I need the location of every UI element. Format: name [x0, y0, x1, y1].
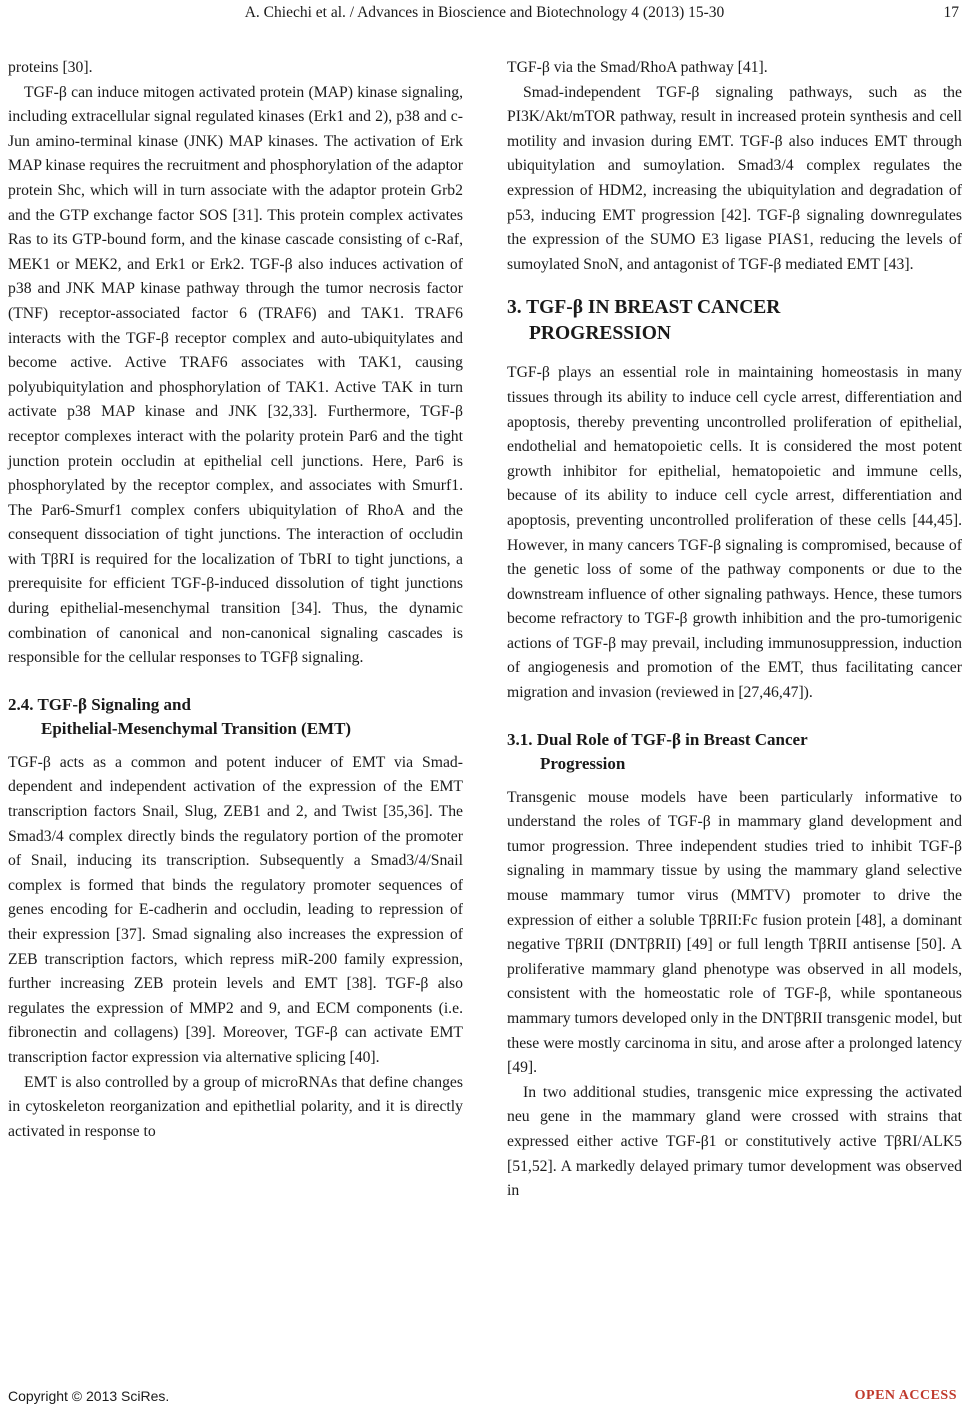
paragraph: In two additional studies, transgenic mice expressing the activated neu gene in the mammary gland were crossed with strains that expressed either active TGF-β1 or constitutively active TβRI/ALK5 [51,52]. A markedly delayed primary tumor development was observed in: [507, 1083, 962, 1200]
paragraph: EMT is also controlled by a group of microRNAs that define changes in cytoskeleton reorganization and epithetlial polarity, and it is directly activated in response to: [8, 1073, 463, 1140]
section-heading-2-4: [8, 693, 463, 741]
page-footer: [0, 1388, 969, 1412]
heading-line: 3.1. Dual Role of TGF-β in Breast Cancer: [507, 729, 808, 749]
section-heading-3: [507, 295, 962, 347]
running-title: A. Chiechi et al. / Advances in Bioscience and Biotechnology 4 (2013) 15-30: [244, 4, 725, 21]
paragraph: Smad-independent TGF-β signaling pathways, such as the PI3K/Akt/mTOR pathway, result in increased protein synthesis and cell motility and invasion during EMT. TGF-β also induces EMT through ubiquitylation and sumoylation. Smad3/4 complex regulates the expression of HDM2, increasing the ubiquitylation and degradation of p53, inducing EMT progression [42]. TGF-β signaling downregulates the expression of the SUMO E3 ligase PIAS1, reducing the levels of sumoylated SnoN, and antagonist of TGF-β mediated EMT [43].: [507, 83, 962, 273]
section-heading-3-1: [507, 728, 962, 776]
paragraph: proteins [30].: [8, 59, 93, 76]
paragraph: TGF-β via the Smad/RhoA pathway [41].: [507, 59, 768, 76]
running-header: [0, 0, 969, 30]
heading-line: Progression: [540, 753, 626, 773]
left-column: [8, 56, 463, 1144]
page-number: 17: [943, 4, 959, 21]
paragraph: Transgenic mouse models have been particularly informative to understand the roles of TGF-β in mammary gland development and tumor progression. Three independent studies tried to inhibit TGF-β signaling in mammary tissue by using the mammary gland selective mouse mammary tumor virus (MMTV) promoter to drive the expression of either a soluble TβRII:Fc fusion protein [48], a dominant negative TβRII (DNTβRII) [49] or full length TβRII antisense [50]. A proliferative mammary gland phenotype was observed in all models, consistent with the homeostatic role of TGF-β, while spontaneous mammary tumors developed only in the DNTβRII transgenic model, but these were mostly carcinoma in situ, and arose after a prolonged latency [49].: [507, 788, 962, 1077]
right-column: [507, 56, 962, 1204]
heading-line: Epithelial-Mesenchymal Transition (EMT): [41, 718, 352, 738]
heading-line: 3. TGF-β IN BREAST CANCER: [507, 297, 781, 319]
heading-line: 2.4. TGF-β Signaling and: [8, 694, 191, 714]
paragraph: TGF-β plays an essential role in maintaining homeostasis in many tissues through its ability to induce cell cycle arrest, differentiation and apoptosis, thereby preventing uncontrolled proliferation of epithelial, endothelial and hematopoietic cells. It is considered the most potent growth inhibitor for epithelial, hematopoietic and immune cells, because of its ability to induce cell cycle arrest, differentiation and apoptosis, preventing uncontrolled proliferation of these cells [44,45]. However, in many cancers TGF-β signaling is compromised, because of the genetic loss of some of the pathway components or due to the downstream influence of other signaling pathways. Hence, these tumors become refractory to TGF-β growth inhibition and the pro-tumorigenic actions of TGF-β may prevail, including immunosuppression, induction of angiogenesis and promotion of the EMT, thus facilitating cancer migration and invasion (reviewed in [27,46,47]).: [507, 364, 962, 702]
open-access-label: OPEN ACCESS: [854, 1388, 957, 1403]
copyright-notice: Copyright © 2013 SciRes.: [8, 1388, 170, 1404]
paragraph: TGF-β can induce mitogen activated protein (MAP) kinase signaling, including extracellular signal regulated kinases (Erk1 and 2), p38 and c-Jun amino-terminal kinase (JNK) MAP kinases. The activation of Erk MAP kinase requires the recruitment and phosphorylation of the adaptor protein Shc, which will in turn associate with the adaptor protein Grb2 and the GTP exchange factor SOS [31]. This protein complex activates Ras to its GTP-bound form, and the kinase cascade consisting of c-Raf, MEK1 or MEK2, and Erk1 or Erk2. TGF-β also induces activation of p38 and JNK MAP kinase pathway through the tumor necrosis factor (TNF) receptor-associated factor 6 (TRAF6) and TAK1. TRAF6 interacts with the TGF-β receptor complex and auto-ubiquitylates and become active. Active TRAF6 associates with TAK1, causing polyubiquitylation and phosphorylation of TAK1. Active TAK in turn activate p38 MAP kinase and JNK [32,33]. Furthermore, TGF-β receptor complexes interact with the polarity protein Par6 and the tight junction protein occludin at epithelial cell junctions. Here, Par6 is phosphorylated by the receptor complex, and associates with Smurf1. The Par6-Smurf1 complex confers ubiquitylation of RhoA and the consequent dissociation of tight junctions. The interaction of occludin with TβRI is required for the localization of TbRI to tight junctions, a prerequisite for efficient TGF-β-induced dissolution of tight junctions during epithelial-mesenchymal transition [34]. Thus, the dynamic combination of canonical and non-canonical signaling cascades is responsible for the cellular responses to TGFβ signaling.: [8, 83, 463, 667]
heading-line: PROGRESSION: [529, 323, 671, 345]
paragraph: TGF-β acts as a common and potent inducer of EMT via Smad-dependent and independent activation of the expression of the EMT transcription factors Snail, Slug, ZEB1 and 2, and Twist [35,36]. The Smad3/4 complex directly binds the regulatory portion of the promoter of Snail, inducing its transcription. Subsequently a Smad3/4/Snail complex is formed that binds the regulatory promoter sequences of genes encoding for E-cadherin and occludin, leading to repression of their expression [37]. Smad signaling also increases the expression of ZEB transcription factors, which repress miR-200 family expression, further increasing ZEB protein levels and EMT [38]. TGF-β also regulates the expression of MMP2 and 9, and ECM components (i.e. fibronectin and collagens) [39]. Moreover, TGF-β can activate EMT transcription factor expression via alternative splicing [40].: [8, 753, 463, 1066]
